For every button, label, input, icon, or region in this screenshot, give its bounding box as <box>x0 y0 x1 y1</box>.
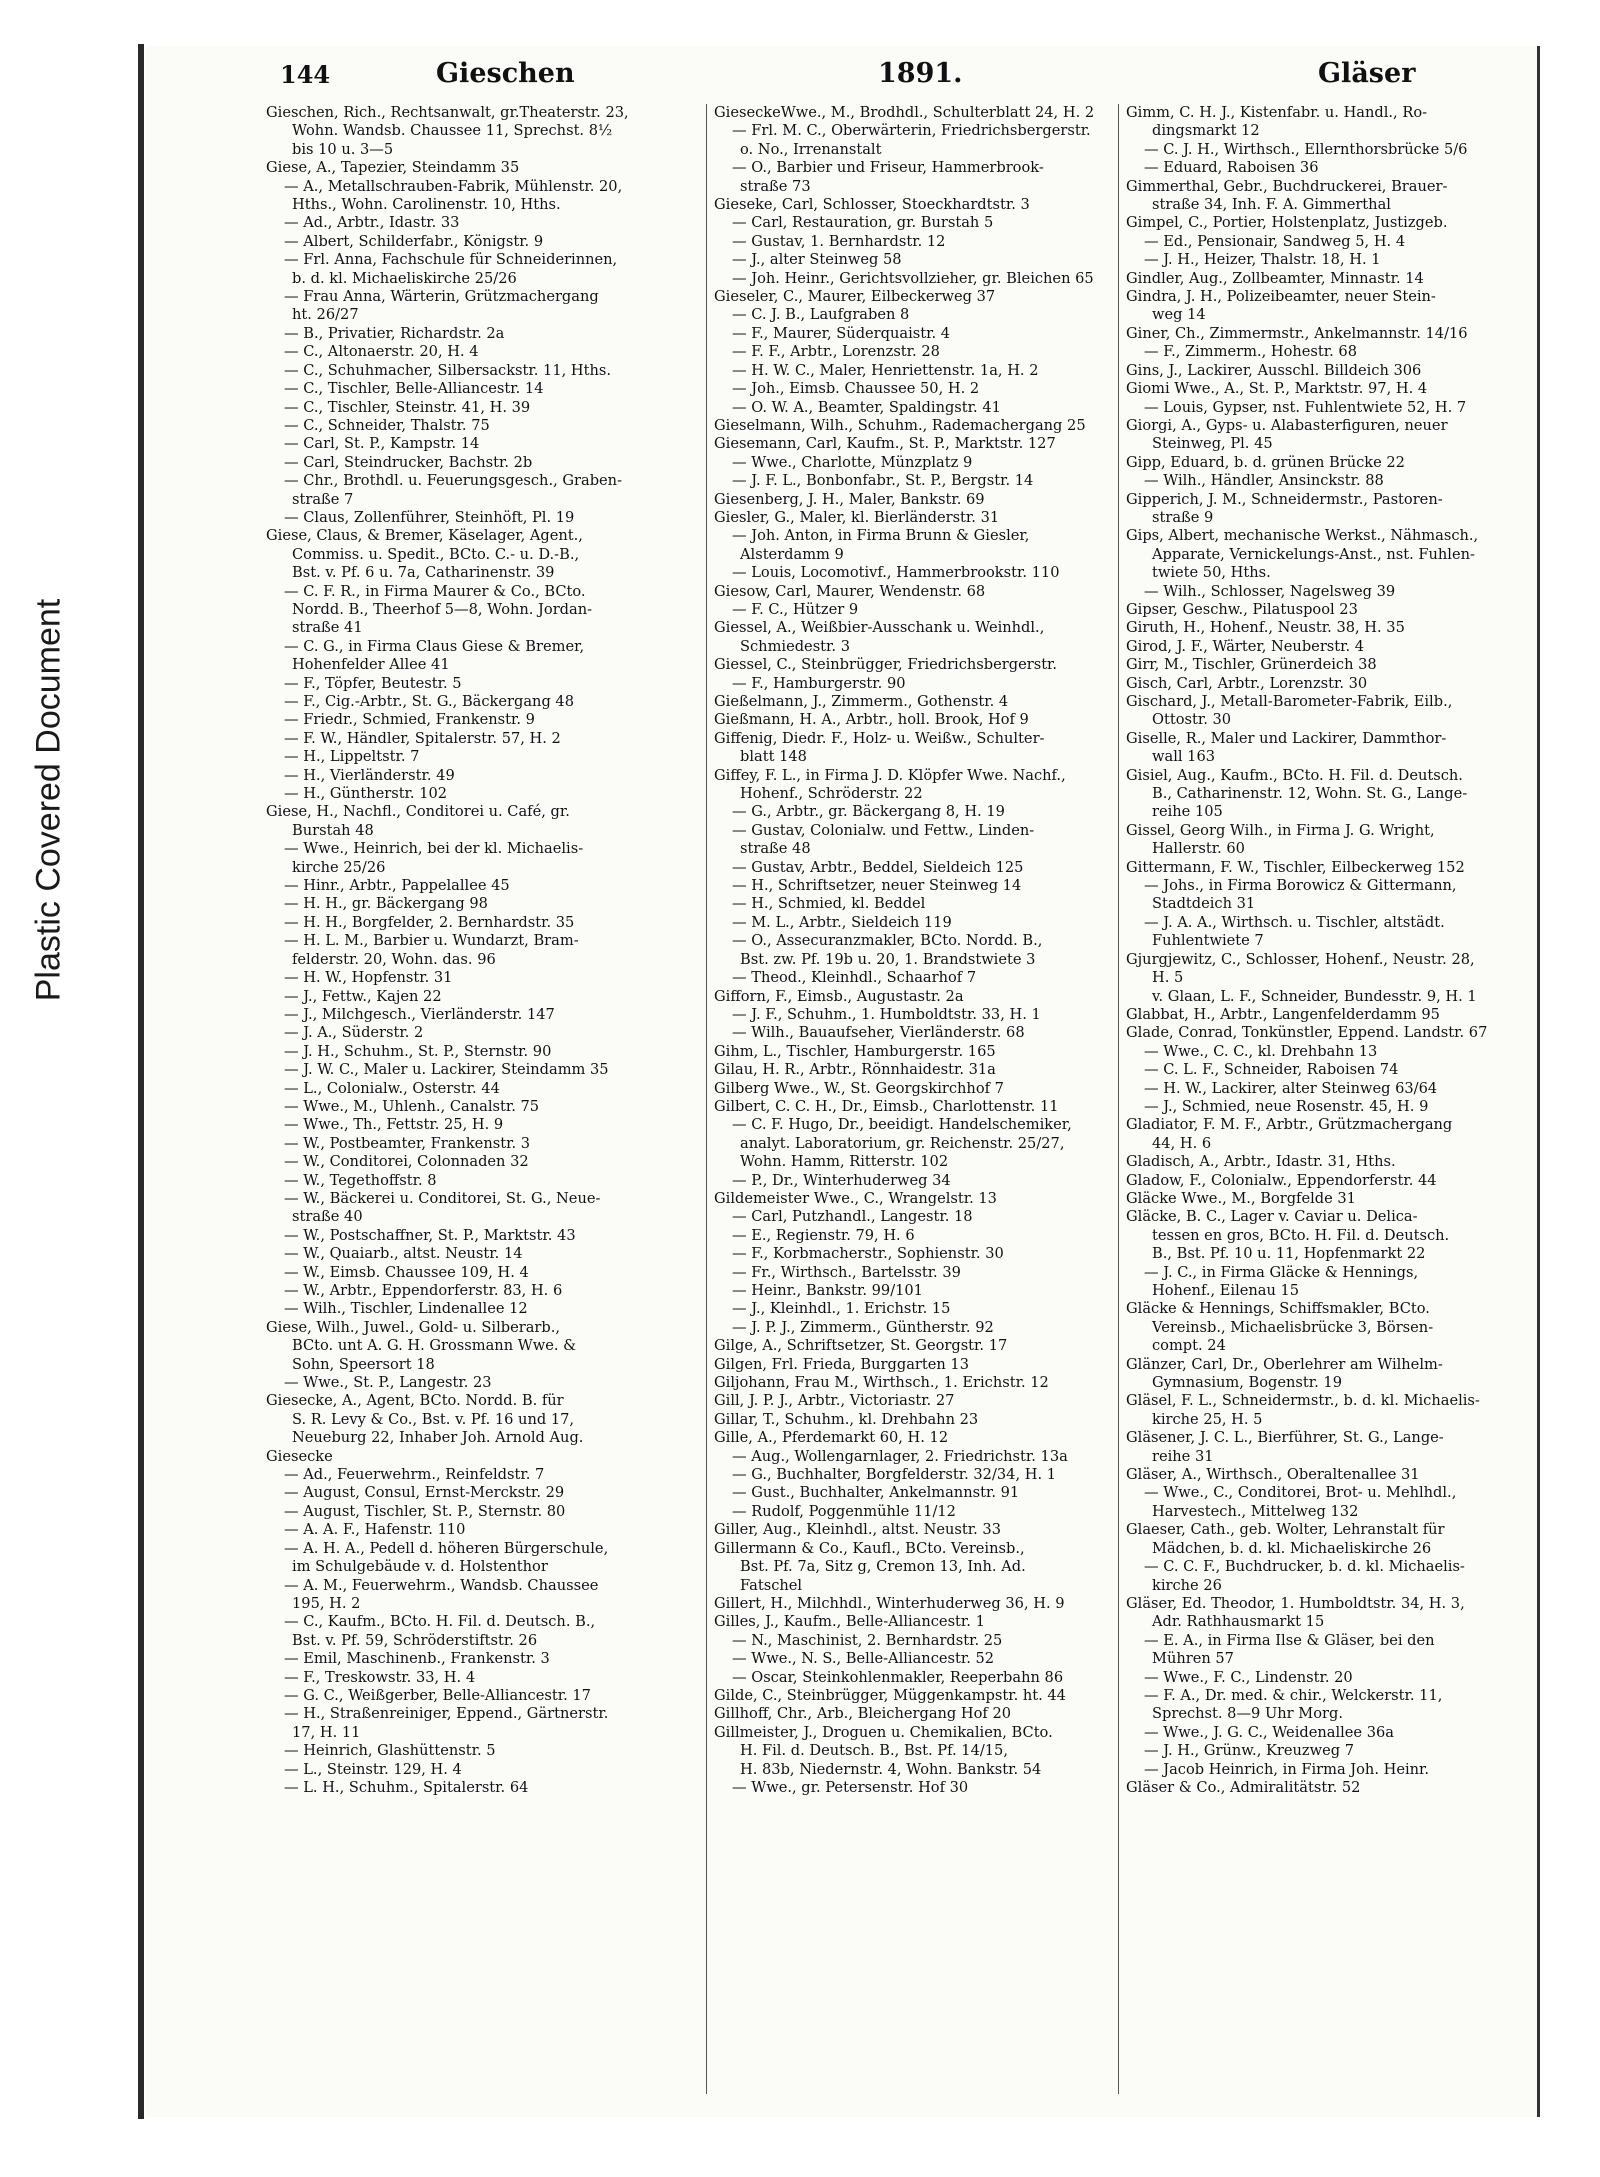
directory-entry-line: Neueburg 22, Inhaber Joh. Arnold Aug. <box>292 1429 584 1447</box>
directory-entry-line: kirche 26 <box>1152 1576 1222 1594</box>
directory-entry-line: Gläser, A., Wirthsch., Oberaltenallee 31 <box>1126 1466 1420 1484</box>
directory-entry-line: Gläcke & Hennings, Schiffsmakler, BCto. <box>1126 1300 1430 1318</box>
column-2 <box>714 104 1151 1797</box>
directory-entry-line: bis 10 u. 3—5 <box>292 140 394 158</box>
page-number: 144 <box>280 60 331 89</box>
directory-entry-line: Stadtdeich 31 <box>1152 895 1256 913</box>
directory-entry-line: — Albert, Schilderfabr., Königstr. 9 <box>284 232 544 250</box>
directory-entry-line: — C., Tischler, Steinstr. 41, H. 39 <box>284 398 531 416</box>
directory-entry-line: Sprechst. 8—9 Uhr Morg. <box>1152 1705 1343 1723</box>
directory-entry-line: — W., Eimsb. Chaussee 109, H. 4 <box>284 1263 529 1281</box>
directory-entry-line: — Ad., Feuerwehrm., Reinfeldstr. 7 <box>284 1466 545 1484</box>
directory-entry-line: Mädchen, b. d. kl. Michaeliskirche 26 <box>1152 1539 1432 1557</box>
directory-entry-line: Bst. Pf. 7a, Sitz g, Cremon 13, Inh. Ad. <box>740 1558 1026 1576</box>
directory-entry-line: — A. A. F., Hafenstr. 110 <box>284 1521 466 1539</box>
directory-entry-line: Hallerstr. 60 <box>1152 840 1245 858</box>
directory-page <box>146 46 1540 2117</box>
directory-entry-line: Giessel, C., Steinbrügger, Friedrichsbergerstr. <box>714 656 1058 674</box>
directory-entry-line: — J. C., in Firma Gläcke & Hennings, <box>1144 1263 1419 1281</box>
directory-entry-line: — F. C., Hützer 9 <box>732 600 859 618</box>
directory-entry-line: Gläcke Wwe., M., Borgfelde 31 <box>1126 1189 1356 1207</box>
directory-entry-line: Gläsel, F. L., Schneidermstr., b. d. kl. Michaelis- <box>1126 1392 1480 1410</box>
directory-entry-line: — C., Kaufm., BCto. H. Fil. d. Deutsch. B., <box>284 1613 596 1631</box>
directory-entry-line: Hohenf., Schröderstr. 22 <box>740 785 923 803</box>
directory-entry-line: — C., Tischler, Belle-Alliancestr. 14 <box>284 380 544 398</box>
directory-entry-line: Gipser, Geschw., Pilatuspool 23 <box>1126 600 1358 618</box>
directory-entry-line: Gillert, H., Milchhdl., Winterhuderweg 36, H. 9 <box>714 1594 1065 1612</box>
directory-entry-line: — F. W., Händler, Spitalerstr. 57, H. 2 <box>284 729 561 747</box>
directory-entry-line: Gladow, F., Colonialw., Eppendorferstr. 44 <box>1126 1171 1437 1189</box>
directory-entry-line: 44, H. 6 <box>1152 1134 1212 1152</box>
directory-entry-line: Gilles, J., Kaufm., Belle-Alliancestr. 1 <box>714 1613 985 1631</box>
directory-entry-line: Giesow, Carl, Maurer, Wendenstr. 68 <box>714 582 986 600</box>
directory-entry-line: Giese, Wilh., Juwel., Gold- u. Silberarb., <box>266 1318 561 1336</box>
directory-entry-line: — L. H., Schuhm., Spitalerstr. 64 <box>284 1778 529 1796</box>
directory-entry-line: Glade, Conrad, Tonkünstler, Eppend. Landstr. 67 <box>1126 1024 1488 1042</box>
directory-entry-line: Harvestech., Mittelweg 132 <box>1152 1502 1359 1520</box>
directory-entry-line: — J. P. J., Zimmerm., Güntherstr. 92 <box>732 1318 994 1336</box>
directory-entry-line: — O., Barbier und Friseur, Hammerbrook- <box>732 159 1044 177</box>
directory-entry-line: Gilgen, Frl. Frieda, Burggarten 13 <box>714 1355 969 1373</box>
directory-entry-line: — Heinr., Bankstr. 99/101 <box>732 1282 923 1299</box>
directory-entry-line: Gins, J., Lackirer, Ausschl. Billdeich 306 <box>1126 361 1422 379</box>
directory-entry-line: Gläcke, B. C., Lager v. Caviar u. Delica- <box>1126 1208 1418 1226</box>
directory-entry-line: — W., Tegethoffstr. 8 <box>284 1171 437 1189</box>
directory-entry-line: — Wilh., Tischler, Lindenallee 12 <box>284 1300 528 1318</box>
directory-entry-line: Hohenfelder Allee 41 <box>292 656 450 674</box>
directory-entry-line: — L., Colonialw., Osterstr. 44 <box>284 1079 500 1097</box>
directory-entry-line: Giffey, F. L., in Firma J. D. Klöpfer Wwe. Nachf., <box>714 766 1066 784</box>
directory-entry-line: Gille, A., Pferdemarkt 60, H. 12 <box>714 1429 949 1447</box>
directory-entry-line: straße 9 <box>1152 508 1214 526</box>
directory-entry-line: — Carl, Steindrucker, Bachstr. 2b <box>284 453 533 471</box>
directory-entry-line: — Rudolf, Poggenmühle 11/12 <box>732 1502 956 1520</box>
directory-entry-line: — H., Lippeltstr. 7 <box>284 748 420 766</box>
directory-entry-line: Apparate, Vernickelungs-Anst., nst. Fuhlen- <box>1152 545 1475 563</box>
directory-entry-line: Gladisch, A., Arbtr., Idastr. 31, Hths. <box>1126 1153 1396 1171</box>
directory-entry-line: Giller, Aug., Kleinhdl., altst. Neustr. 33 <box>714 1521 1001 1539</box>
directory-entry-line: Giner, Ch., Zimmermstr., Ankelmannstr. 14/16 <box>1126 324 1468 342</box>
directory-entry-line: — J., Kleinhdl., 1. Erichstr. 15 <box>732 1300 951 1318</box>
directory-entry-line: — C. G., in Firma Claus Giese & Bremer, <box>284 637 585 655</box>
directory-entry-line: Gieseke, Carl, Schlosser, Stoeckhardtstr. 3 <box>714 196 1030 214</box>
directory-entry-line: — M. L., Arbtr., Sieldeich 119 <box>732 913 952 931</box>
directory-entry-line: — J., Milchgesch., Vierländerstr. 147 <box>284 1005 555 1023</box>
directory-entry-line: — Ed., Pensionair, Sandweg 5, H. 4 <box>1144 232 1406 250</box>
directory-entry-line: Mühren 57 <box>1152 1650 1234 1668</box>
directory-entry-line: — Emil, Maschinenb., Frankenstr. 3 <box>284 1650 550 1668</box>
directory-entry-line: Gihm, L., Tischler, Hamburgerstr. 165 <box>714 1042 996 1060</box>
directory-entry-line: Gläser & Co., Admiralitätstr. 52 <box>1126 1778 1361 1796</box>
directory-entry-line: — J. H., Schuhm., St. P., Sternstr. 90 <box>284 1042 552 1060</box>
directory-entry-line: — C., Schneider, Thalstr. 75 <box>284 416 490 434</box>
directory-entry-line: — H., Schriftsetzer, neuer Steinweg 14 <box>732 877 1022 895</box>
directory-entry-line: — F. F., Arbtr., Lorenzstr. 28 <box>732 343 940 361</box>
directory-entry-line: — Frl. Anna, Fachschule für Schneiderinnen, <box>284 251 618 269</box>
directory-entry-line: — L., Steinstr. 129, H. 4 <box>284 1760 462 1778</box>
directory-entry-line: — G., Arbtr., gr. Bäckergang 8, H. 19 <box>732 803 1005 821</box>
column-rule-1 <box>706 104 707 2094</box>
directory-entry-line: — Wwe., C. C., kl. Drehbahn 13 <box>1144 1042 1378 1060</box>
column-3 <box>1126 104 1546 1797</box>
directory-entry-line: Giomi Wwe., A., St. P., Marktstr. 97, H. 4 <box>1126 380 1428 398</box>
directory-entry-line: — C. F. Hugo, Dr., beeidigt. Handelschemiker, <box>732 1116 1072 1134</box>
directory-entry-line: Girod, J. F., Wärter, Neuberstr. 4 <box>1126 637 1365 655</box>
directory-entry-line: — W., Bäckerei u. Conditorei, St. G., Neue- <box>284 1189 601 1207</box>
directory-entry-line: — N., Maschinist, 2. Bernhardstr. 25 <box>732 1631 1003 1649</box>
directory-entry-line: — J. A. A., Wirthsch. u. Tischler, altstädt. <box>1144 913 1445 931</box>
directory-entry-line: — Joh. Anton, in Firma Brunn & Giesler, <box>732 527 1030 545</box>
directory-entry-line: straße 7 <box>292 490 354 508</box>
directory-entry-line: blatt 148 <box>740 748 807 766</box>
directory-entry-line: — Wilh., Händler, Ansinckstr. 88 <box>1144 472 1384 490</box>
directory-entry-line: — Fr., Wirthsch., Bartelsstr. 39 <box>732 1263 961 1281</box>
directory-entry-line: Giessel, A., Weißbier-Ausschank u. Weinhdl., <box>714 619 1045 637</box>
directory-entry-line: — W., Conditorei, Colonnaden 32 <box>284 1153 529 1171</box>
directory-entry-line: straße 48 <box>740 840 811 858</box>
directory-entry-line: Bst. v. Pf. 59, Schröderstiftstr. 26 <box>292 1631 538 1649</box>
directory-entry-line: — Wwe., Charlotte, Münzplatz 9 <box>732 453 973 471</box>
directory-entry-line: — E. A., in Firma Ilse & Gläser, bei den <box>1144 1631 1435 1649</box>
directory-entry-line: wall 163 <box>1152 748 1216 766</box>
year-heading: 1891. <box>878 58 963 89</box>
directory-entry-line: Burstah 48 <box>292 821 374 839</box>
directory-entry-line: H. Fil. d. Deutsch. B., Bst. Pf. 14/15, <box>740 1742 1008 1760</box>
page-header <box>146 46 1537 102</box>
directory-entry-line: Gymnasium, Bogenstr. 19 <box>1152 1374 1342 1392</box>
directory-entry-line: — J., alter Steinweg 58 <box>732 251 902 269</box>
directory-entry-line: — H. W., Lackirer, alter Steinweg 63/64 <box>1144 1079 1438 1097</box>
directory-entry-line: — Wilh., Schlosser, Nagelsweg 39 <box>1144 582 1396 600</box>
directory-entry-line: Gießmann, H. A., Arbtr., holl. Brook, Hof 9 <box>714 711 1029 729</box>
directory-entry-line: — Heinrich, Glashüttenstr. 5 <box>284 1742 496 1760</box>
directory-entry-line: Gladiator, F. M. F., Arbtr., Grützmachergang <box>1126 1116 1453 1134</box>
directory-entry-line: — Joh., Eimsb. Chaussee 50, H. 2 <box>732 380 980 398</box>
directory-entry-line: — F., Töpfer, Beutestr. 5 <box>284 674 462 692</box>
directory-entry-line: — Oscar, Steinkohlenmakler, Reeperbahn 86 <box>732 1668 1064 1686</box>
directory-entry-line: — H., Schmied, kl. Beddel <box>732 895 926 913</box>
directory-entry-line: Gimm, C. H. J., Kistenfabr. u. Handl., Ro- <box>1126 104 1428 121</box>
directory-entry-line: weg 14 <box>1152 306 1206 324</box>
directory-entry-line: — Wwe., St. P., Langestr. 23 <box>284 1374 492 1392</box>
directory-entry-line: — A. M., Feuerwehrm., Wandsb. Chaussee <box>284 1576 599 1594</box>
directory-entry-line: Hths., Wohn. Carolinenstr. 10, Hths. <box>292 196 561 214</box>
directory-entry-line: Gimpel, C., Portier, Holstenplatz, Justizgeb. <box>1126 214 1448 232</box>
directory-entry-line: Steinweg, Pl. 45 <box>1152 435 1273 453</box>
directory-entry-line: — W., Arbtr., Eppendorferstr. 83, H. 6 <box>284 1282 563 1299</box>
directory-entry-line: — C. L. F., Schneider, Raboisen 74 <box>1144 1061 1399 1079</box>
directory-entry-line: — W., Postschaffner, St. P., Marktstr. 43 <box>284 1226 576 1244</box>
directory-entry-line: Gieselmann, Wilh., Schuhm., Rademachergang 25 <box>714 416 1086 434</box>
directory-entry-line: — Frau Anna, Wärterin, Grützmachergang <box>284 288 599 306</box>
directory-entry-line: Gillmeister, J., Droguen u. Chemikalien, BCto. <box>714 1723 1053 1741</box>
directory-entry-line: — F., Cig.-Arbtr., St. G., Bäckergang 48 <box>284 693 574 710</box>
directory-entry-line: — Wwe., N. S., Belle-Alliancestr. 52 <box>732 1650 995 1668</box>
directory-entry-line: Gifforn, F., Eimsb., Augustastr. 2a <box>714 987 964 1005</box>
directory-entry-line: — O., Assecuranzmakler, BCto. Nordd. B., <box>732 932 1043 950</box>
directory-entry-line: straße 41 <box>292 619 363 637</box>
directory-entry-line: — Wwe., J. G. C., Weidenallee 36a <box>1144 1723 1394 1741</box>
directory-entry-line: reihe 105 <box>1152 803 1223 821</box>
directory-entry-line: — August, Tischler, St. P., Sternstr. 80 <box>284 1502 566 1520</box>
directory-entry-line: — H., Güntherstr. 102 <box>284 785 448 803</box>
directory-entry-line: — Eduard, Raboisen 36 <box>1144 159 1319 177</box>
directory-entry-line: Sohn, Speersort 18 <box>292 1355 435 1373</box>
directory-entry-line: — C., Altonaerstr. 20, H. 4 <box>284 343 479 361</box>
directory-entry-line: Schmiedestr. 3 <box>740 637 850 655</box>
directory-entry-line: — Gustav, Colonialw. und Fettw., Linden- <box>732 821 1035 839</box>
directory-entry-line: Giselle, R., Maler und Lackirer, Dammthor- <box>1126 729 1447 747</box>
directory-entry-line: B., Bst. Pf. 10 u. 11, Hopfenmarkt 22 <box>1152 1245 1426 1263</box>
directory-entry-line: — Wwe., C., Conditorei, Brot- u. Mehlhdl., <box>1144 1484 1457 1502</box>
directory-entry-line: — H., Straßenreiniger, Eppend., Gärtnerstr. <box>284 1705 609 1723</box>
directory-entry-line: — B., Privatier, Richardstr. 2a <box>284 324 505 342</box>
directory-entry-line: Gieschen, Rich., Rechtsanwalt, gr.Theaterstr. 23, <box>266 104 629 121</box>
directory-entry-line: Ottostr. 30 <box>1152 711 1232 729</box>
directory-entry-line: Bst. zw. Pf. 19b u. 20, 1. Brandstwiete 3 <box>740 950 1036 968</box>
directory-entry-line: Giese, Claus, & Bremer, Käselager, Agent., <box>266 527 583 545</box>
directory-entry-line: b. d. kl. Michaeliskirche 25/26 <box>292 269 517 287</box>
directory-entry-line: Girr, M., Tischler, Grünerdeich 38 <box>1126 656 1377 674</box>
directory-entry-line: Glänzer, Carl, Dr., Oberlehrer am Wilhelm- <box>1126 1355 1443 1373</box>
directory-entry-line: Adr. Rathhausmarkt 15 <box>1152 1613 1325 1631</box>
directory-entry-line: Gindra, J. H., Polizeibeamter, neuer Stein- <box>1126 288 1436 306</box>
directory-entry-line: — O. W. A., Beamter, Spaldingstr. 41 <box>732 398 1001 416</box>
directory-entry-line: Gipperich, J. M., Schneidermstr., Pastoren- <box>1126 490 1443 508</box>
directory-entry-line: Gläser, Ed. Theodor, 1. Humboldtstr. 34, H. 3, <box>1126 1594 1465 1612</box>
directory-entry-line: — J. F. L., Bonbonfabr., St. P., Bergstr. 14 <box>732 472 1034 490</box>
directory-entry-line: felderstr. 20, Wohn. das. 96 <box>292 950 496 968</box>
directory-entry-line: analyt. Laboratorium, gr. Reichenstr. 25/27, <box>740 1134 1065 1152</box>
directory-entry-line: — E., Regienstr. 79, H. 6 <box>732 1226 915 1244</box>
directory-entry-line: — Carl, St. P., Kampstr. 14 <box>284 435 480 453</box>
directory-entry-line: Wohn. Hamm, Ritterstr. 102 <box>740 1153 949 1171</box>
directory-entry-line: S. R. Levy & Co., Bst. v. Pf. 16 und 17, <box>292 1410 575 1428</box>
directory-entry-line: o. No., Irrenanstalt <box>740 140 882 158</box>
directory-entry-line: — H. W., Hopfenstr. 31 <box>284 969 453 987</box>
directory-entry-line: Giffenig, Diedr. F., Holz- u. Weißw., Schulter- <box>714 729 1045 747</box>
directory-entry-line: tessen en gros, BCto. H. Fil. d. Deutsch. <box>1152 1226 1450 1244</box>
directory-entry-line: — W., Postbeamter, Frankenstr. 3 <box>284 1134 531 1152</box>
directory-entry-line: Gieseler, C., Maurer, Eilbeckerweg 37 <box>714 288 996 306</box>
directory-entry-line: Gissel, Georg Wilh., in Firma J. G. Wright, <box>1126 821 1435 839</box>
directory-entry-line: twiete 50, Hths. <box>1152 564 1271 582</box>
directory-entry-line: — J., Schmied, neue Rosenstr. 45, H. 9 <box>1144 1097 1429 1115</box>
directory-entry-line: Gilge, A., Schriftsetzer, St. Georgstr. 17 <box>714 1337 1008 1355</box>
directory-entry-line: — C. C. F., Buchdrucker, b. d. kl. Michaelis- <box>1144 1558 1465 1576</box>
directory-entry-line: — Wwe., gr. Petersenstr. Hof 30 <box>732 1778 969 1796</box>
directory-entry-line: Gilbert, C. C. H., Dr., Eimsb., Charlottenstr. 11 <box>714 1097 1059 1115</box>
directory-entry-line: ht. 26/27 <box>292 306 359 324</box>
directory-entry-line: — Gustav, Arbtr., Beddel, Sieldeich 125 <box>732 858 1024 876</box>
directory-entry-line: — C. J. H., Wirthsch., Ellernthorsbrücke 5/6 <box>1144 140 1468 158</box>
directory-entry-line: GieseckeWwe., M., Brodhdl., Schulterblatt 24, H. 2 <box>714 104 1095 121</box>
directory-entry-line: Gindler, Aug., Zollbeamter, Minnastr. 14 <box>1126 269 1424 287</box>
directory-entry-line: — Chr., Brothdl. u. Feuerungsgesch., Graben- <box>284 472 623 490</box>
directory-entry-line: — H. W. C., Maler, Henriettenstr. 1a, H. 2 <box>732 361 1039 379</box>
directory-entry-line: — August, Consul, Ernst-Merckstr. 29 <box>284 1484 565 1502</box>
directory-entry-line: Glaeser, Cath., geb. Wolter, Lehranstalt für <box>1126 1521 1445 1539</box>
directory-entry-line: — Claus, Zollenführer, Steinhöft, Pl. 19 <box>284 508 575 526</box>
directory-entry-line: — Wwe., Th., Fettstr. 25, H. 9 <box>284 1116 504 1134</box>
directory-entry-line: Giesenberg, J. H., Maler, Bankstr. 69 <box>714 490 985 508</box>
directory-entry-line: Gillar, T., Schuhm., kl. Drehbahn 23 <box>714 1410 979 1428</box>
directory-entry-line: B., Catharinenstr. 12, Wohn. St. G., Lange- <box>1152 785 1468 803</box>
directory-entry-line: — C., Schuhmacher, Silbersackstr. 11, Hths. <box>284 361 612 379</box>
directory-entry-line: — Wwe., Heinrich, bei der kl. Michaelis- <box>284 840 584 858</box>
directory-entry-line: Gittermann, F. W., Tischler, Eilbeckerweg 152 <box>1126 858 1465 876</box>
directory-entry-line: — Ad., Arbtr., Idastr. 33 <box>284 214 460 232</box>
directory-entry-line: — Louis, Gypser, nst. Fuhlentwiete 52, H. 7 <box>1144 398 1467 416</box>
right-running-head: Gläser <box>1318 58 1416 89</box>
directory-entry-line: — J., Fettw., Kajen 22 <box>284 987 442 1005</box>
directory-entry-line: Hohenf., Eilenau 15 <box>1152 1282 1300 1299</box>
directory-entry-line: — Carl, Restauration, gr. Burstah 5 <box>732 214 994 232</box>
directory-entry-line: Gläsener, J. C. L., Bierführer, St. G., Lange- <box>1126 1429 1444 1447</box>
directory-entry-line: — Wilh., Bauaufseher, Vierländerstr. 68 <box>732 1024 1025 1042</box>
directory-entry-line: — C. J. B., Laufgraben 8 <box>732 306 910 324</box>
directory-entry-line: Bst. v. Pf. 6 u. 7a, Catharinenstr. 39 <box>292 564 555 582</box>
directory-entry-line: v. Glaan, L. F., Schneider, Bundesstr. 9, H. 1 <box>1152 987 1477 1005</box>
directory-entry-line: Alsterdamm 9 <box>740 545 844 563</box>
directory-entry-line: Gill, J. P. J., Arbtr., Victoriastr. 27 <box>714 1392 955 1410</box>
directory-entry-line: 17, H. 11 <box>292 1723 361 1741</box>
directory-entry-line: Gießelmann, J., Zimmerm., Gothenstr. 4 <box>714 693 1009 710</box>
directory-entry-line: Fatschel <box>740 1576 803 1594</box>
directory-entry-line: — P., Dr., Winterhuderweg 34 <box>732 1171 951 1189</box>
directory-entry-line: straße 34, Inh. F. A. Gimmerthal <box>1152 196 1391 214</box>
left-running-head: Gieschen <box>436 58 575 89</box>
directory-entry-line: Gjurgjewitz, C., Schlosser, Hohenf., Neustr. 28, <box>1126 950 1475 968</box>
directory-entry-line: Gilau, H. R., Arbtr., Rönnhaidestr. 31a <box>714 1061 996 1079</box>
directory-entry-line: kirche 25/26 <box>292 858 386 876</box>
directory-entry-line: — W., Quaiarb., altst. Neustr. 14 <box>284 1245 523 1263</box>
directory-entry-line: straße 73 <box>740 177 811 195</box>
directory-entry-line: Nordd. B., Theerhof 5—8, Wohn. Jordan- <box>292 600 593 618</box>
directory-entry-line: compt. 24 <box>1152 1337 1226 1355</box>
directory-entry-line: — Friedr., Schmied, Frankenstr. 9 <box>284 711 535 729</box>
directory-entry-line: reihe 31 <box>1152 1447 1214 1465</box>
directory-entry-line: — J. H., Grünw., Kreuzweg 7 <box>1144 1742 1354 1760</box>
directory-entry-line: Giese, H., Nachfl., Conditorei u. Café, gr. <box>266 803 570 821</box>
directory-entry-line: — C. F. R., in Firma Maurer & Co., BCto. <box>284 582 586 600</box>
directory-entry-line: — G., Buchhalter, Borgfelderstr. 32/34, H. 1 <box>732 1466 1057 1484</box>
directory-entry-line: — Joh. Heinr., Gerichtsvollzieher, gr. Bleichen 65 <box>732 269 1094 287</box>
directory-entry-line: — F., Zimmerm., Hohestr. 68 <box>1144 343 1357 361</box>
directory-entry-line: — Hinr., Arbtr., Pappelallee 45 <box>284 877 510 895</box>
directory-entry-line: 195, H. 2 <box>292 1594 361 1612</box>
directory-entry-line: Gipp, Eduard, b. d. grünen Brücke 22 <box>1126 453 1405 471</box>
directory-entry-line: — A. H. A., Pedell d. höheren Bürgerschule, <box>284 1539 609 1557</box>
directory-entry-line: dingsmarkt 12 <box>1152 122 1260 140</box>
directory-entry-line: Glabbat, H., Arbtr., Langenfelderdamm 95 <box>1126 1005 1440 1023</box>
plastic-covered-label <box>14 520 84 1080</box>
directory-entry-line: Gildemeister Wwe., C., Wrangelstr. 13 <box>714 1189 997 1207</box>
directory-entry-line: Vereinsb., Michaelisbrücke 3, Börsen- <box>1152 1318 1434 1336</box>
directory-entry-line: — H., Vierländerstr. 49 <box>284 766 455 784</box>
directory-entry-line: — Carl, Putzhandl., Langestr. 18 <box>732 1208 973 1226</box>
directory-entry-line: Gillhoff, Chr., Arb., Bleichergang Hof 20 <box>714 1705 1012 1723</box>
column-1 <box>266 104 703 1797</box>
directory-entry-line: — F., Maurer, Süderquaistr. 4 <box>732 324 951 342</box>
directory-entry-line: im Schulgebäude v. d. Holstenthor <box>292 1558 548 1576</box>
directory-entry-line: Giesecke <box>266 1447 333 1465</box>
directory-entry-line: — F., Korbmacherstr., Sophienstr. 30 <box>732 1245 1004 1263</box>
directory-entry-line: — Wwe., F. C., Lindenstr. 20 <box>1144 1668 1353 1686</box>
directory-entry-line: Gilberg Wwe., W., St. Georgskirchhof 7 <box>714 1079 1004 1097</box>
directory-entry-line: — Aug., Wollengarnlager, 2. Friedrichstr. 13a <box>732 1447 1068 1465</box>
directory-entry-line: — J. F., Schuhm., 1. Humboldtstr. 33, H. 1 <box>732 1005 1041 1023</box>
directory-entry-line: — Johs., in Firma Borowicz & Gittermann, <box>1144 877 1457 895</box>
directory-entry-line: Giruth, H., Hohenf., Neustr. 38, H. 35 <box>1126 619 1405 637</box>
directory-entry-line: — Gustav, 1. Bernhardstr. 12 <box>732 232 946 250</box>
directory-entry-line: Giesecke, A., Agent, BCto. Nordd. B. für <box>266 1392 564 1410</box>
directory-entry-line: Commiss. u. Spedit., BCto. C.- u. D.-B., <box>292 545 580 563</box>
directory-entry-line: Giljohann, Frau M., Wirthsch., 1. Erichstr. 12 <box>714 1374 1049 1392</box>
directory-entry-line: — Gust., Buchhalter, Ankelmannstr. 91 <box>732 1484 1020 1502</box>
directory-entry-line: H. 83b, Niedernstr. 4, Wohn. Bankstr. 54 <box>740 1760 1042 1778</box>
directory-entry-line: Giesemann, Carl, Kaufm., St. P., Marktstr. 127 <box>714 435 1056 453</box>
directory-entry-line: — J. H., Heizer, Thalstr. 18, H. 1 <box>1144 251 1381 269</box>
directory-entry-line: — F., Hamburgerstr. 90 <box>732 674 906 692</box>
directory-entry-line: — Theod., Kleinhdl., Schaarhof 7 <box>732 969 977 987</box>
directory-entry-line: — H. H., gr. Bäckergang 98 <box>284 895 488 913</box>
directory-entry-line: Gips, Albert, mechanische Werkst., Nähmasch., <box>1126 527 1479 545</box>
directory-entry-line: — F., Treskowstr. 33, H. 4 <box>284 1668 476 1686</box>
directory-entry-line: Gisch, Carl, Arbtr., Lorenzstr. 30 <box>1126 674 1368 692</box>
scan-edge <box>138 44 144 2119</box>
directory-entry-line: — H. L. M., Barbier u. Wundarzt, Bram- <box>284 932 579 950</box>
directory-entry-line: Fuhlentwiete 7 <box>1152 932 1264 950</box>
directory-entry-line: H. 5 <box>1152 969 1184 987</box>
directory-entry-line: Wohn. Wandsb. Chaussee 11, Sprechst. 8½ <box>292 122 613 140</box>
directory-entry-line: — F. A., Dr. med. & chir., Welckerstr. 11, <box>1144 1686 1443 1704</box>
directory-entry-line: Giorgi, A., Gyps- u. Alabasterfiguren, neuer <box>1126 416 1448 434</box>
directory-entry-line: — J. A., Süderstr. 2 <box>284 1024 424 1042</box>
directory-entry-line: — Jacob Heinrich, in Firma Joh. Heinr. <box>1144 1760 1430 1778</box>
directory-entry-line: — Wwe., M., Uhlenh., Canalstr. 75 <box>284 1097 540 1115</box>
directory-entry-line: — J. W. C., Maler u. Lackirer, Steindamm 35 <box>284 1061 609 1079</box>
directory-entry-line: BCto. unt A. G. H. Grossmann Wwe. & <box>292 1337 577 1355</box>
directory-entry-line: Gisiel, Aug., Kaufm., BCto. H. Fil. d. Deutsch. <box>1126 766 1463 784</box>
directory-entry-line: Gillermann & Co., Kaufl., BCto. Vereinsb., <box>714 1539 1025 1557</box>
directory-entry-line: — A., Metallschrauben-Fabrik, Mühlenstr. 20, <box>284 177 623 195</box>
directory-entry-line: — H. H., Borgfelder, 2. Bernhardstr. 35 <box>284 913 575 931</box>
directory-entry-line: — Frl. M. C., Oberwärterin, Friedrichsbergerstr. <box>732 122 1091 140</box>
directory-entry-line: kirche 25, H. 5 <box>1152 1410 1263 1428</box>
side-label-text: Plastic Covered Document <box>29 598 68 1002</box>
directory-entry-line: — Louis, Locomotivf., Hammerbrookstr. 110 <box>732 564 1060 582</box>
directory-entry-line: Gischard, J., Metall-Barometer-Fabrik, Eilb., <box>1126 693 1453 710</box>
directory-entry-line: — G. C., Weißgerber, Belle-Alliancestr. 17 <box>284 1686 591 1704</box>
directory-entry-line: Giese, A., Tapezier, Steindamm 35 <box>266 159 520 177</box>
directory-entry-line: Giesler, G., Maler, kl. Bierländerstr. 31 <box>714 508 1000 526</box>
directory-entry-line: Gimmerthal, Gebr., Buchdruckerei, Brauer- <box>1126 177 1448 195</box>
directory-entry-line: Gilde, C., Steinbrügger, Müggenkampstr. ht. 44 <box>714 1686 1066 1704</box>
directory-entry-line: straße 40 <box>292 1208 363 1226</box>
